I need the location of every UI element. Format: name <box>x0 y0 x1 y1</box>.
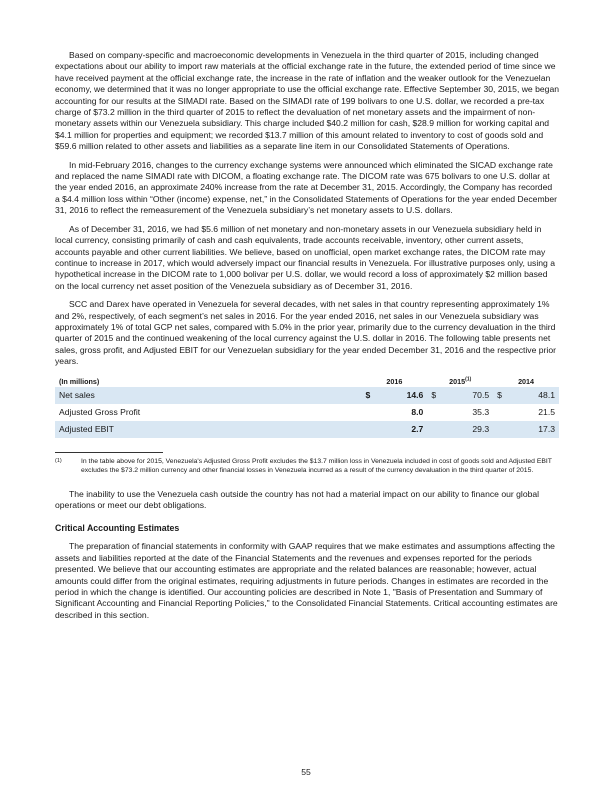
document-page <box>55 50 559 628</box>
year-header-2014: 2014 <box>518 376 535 386</box>
currency-symbol: $ <box>361 387 379 404</box>
value-2014: 48.1 <box>511 387 559 404</box>
paragraph-dicom-change: In mid-February 2016, changes to the currency exchange systems were announced which eliminated the SICAD exchange rate and replaced the name SIMADI rate with DICOM, a floating exchange rate. The DICOM rate was 675 bolivars to one U.S. dollar at the year ended 2016, an approximate 240% increase from the rate at December 31, 2015. Accordingly, the Company has recorded a $4.4 million loss within “Other (income) expense, net,” in the Consolidated Statements of Operations for the year ended December 31, 2016 to reflect the remeasurement of the Venezuela subsidiary’s net monetary assets to U.S. dollars. <box>55 159 558 216</box>
value-2016: 8.0 <box>411 407 424 418</box>
page-number: 55 <box>301 767 311 777</box>
paragraph-scc-darex: SCC and Darex have operated in Venezuela for several decades, with net sales in that country representing approximately 1% and 2%, respectively, of each segment’s net sales in 2016. For the year ended 2016, net sales in our Venezuela subsidiary was approximately 1% of total GCP net sales, compared with 5.0% in the prior year, primarily due to the currency devaluation in the third quarter of 2015 and the continued weakening of the local currency against the U.S. dollar in 2016. The following table presents net sales, gross profit, and Adjusted EBIT for our Venezuelan subsidiary for the year ended December 31, 2016 and the respective prior years. <box>55 299 556 367</box>
footnote-ref: (1) <box>465 376 472 383</box>
table-row-net-sales <box>55 387 559 404</box>
row-label: Net sales <box>55 387 361 404</box>
unit-label: (In millions) <box>59 376 100 386</box>
footnote-divider <box>55 452 163 453</box>
value-2016: 2.7 <box>379 421 427 438</box>
year-header-2016: 2016 <box>386 376 403 386</box>
year-header-2015: 2015$^{(1)}$ <box>449 376 472 386</box>
value-2015: 29.3 <box>445 421 493 438</box>
currency-symbol: $ <box>493 387 511 404</box>
currency-symbol: $ <box>427 387 445 404</box>
footnote <box>55 457 559 475</box>
row-label: Adjusted EBIT <box>55 421 361 438</box>
venezuela-financial-table <box>55 375 559 438</box>
table-header-row <box>55 375 559 387</box>
table-row-adjusted-gross-profit <box>55 404 559 421</box>
value-2014: 17.3 <box>511 421 559 438</box>
value-2015: 35.3 <box>472 407 490 418</box>
footnote-text: In the table above for 2015, Venezuela's Adjusted Gross Profit excludes the $13.7 million loss in Venezuela included in cost of goods sold and Adjusted EBIT excludes the $73.2 million currency and other financial losses in Venezuela incurred as a result of the currency devaluation in the third quarter of 2015. <box>81 457 552 474</box>
paragraph-net-assets: As of December 31, 2016, we had $5.6 million of net monetary and non-monetary assets in our Venezuela subsidiary held in local currency, consisting primarily of cash and cash equivalents, trade accounts receivable, inventory, other current assets, accounts payable and other current liabilities. We believe, based on unofficial, open market exchange rates, the DICOM rate may continue to increase in 2017, which would adversely impact our financial results in Venezuela. For illustrative purposes only, using a hypothetical increase in the DICOM rate to 1,000 bolivar per U.S. dollar, we would record a loss of approximately $2 million based on the local currency net asset position of the Venezuela subsidiary as of December 31, 2016. <box>55 223 555 291</box>
value-2015: 70.5 <box>445 387 493 404</box>
paragraph-venezuela-devaluation: Based on company-specific and macroeconomic developments in Venezuela in the third quarter of 2015, including changed expectations about our ability to import raw materials at the official exchange rate in the future, the extended period of time since we have received payment at the official exchange rate, the increase in the rate of inflation and the weaker outlook for the Venezuelan economy, we determined that it was no longer appropriate to use the official exchange rate. Effective September 30, 2015, we began accounting for our results at the SIMADI rate. Based on the SIMADI rate of 199 bolivars to one U.S. dollar, we recorded a pre-tax charge of $73.2 million in the third quarter of 2015 to reflect the devaluation of net monetary assets and the impairment of non-monetary assets within our Venezuela subsidiary. This charge included $40.2 million for cash, $28.9 million for working capital and $4.1 million for properties and equipment; we recorded $13.7 million of this amount related to inventory to cost of goods sold and $59.6 million related to other assets and liabilities as a separate line item in our Consolidated Statements of Operations. <box>55 50 560 152</box>
footnote-mark: (1) <box>55 457 62 464</box>
row-label: Adjusted Gross Profit <box>59 407 141 418</box>
table-row-adjusted-ebit <box>55 421 559 438</box>
value-2016: 14.6 <box>379 387 427 404</box>
value-2014: 21.5 <box>538 407 555 418</box>
paragraph-critical-estimates: The preparation of financial statements in conformity with GAAP requires that we make estimates and assumptions affecting the assets and liabilities reported at the date of the Financial Statements and the revenues and expenses reported for the periods presented. We believe that our accounting estimates are appropriate and the related balances are reasonable; however, actual amounts could differ from the original estimates, requiring adjustments in future periods. Changes in estimates are recorded in the period in which the change is identified. Our accounting policies are described in Note 1, "Basis of Presentation and Summary of Significant Accounting and Financial Reporting Policies," to the Consolidated Financial Statements. Critical accounting estimates are described in this section. <box>55 541 558 620</box>
paragraph-venezuela-cash: The inability to use the Venezuela cash outside the country has not had a material impact on our ability to finance our global operations or meet our debt obligations. <box>55 488 540 510</box>
section-heading: Critical Accounting Estimates <box>55 523 180 534</box>
